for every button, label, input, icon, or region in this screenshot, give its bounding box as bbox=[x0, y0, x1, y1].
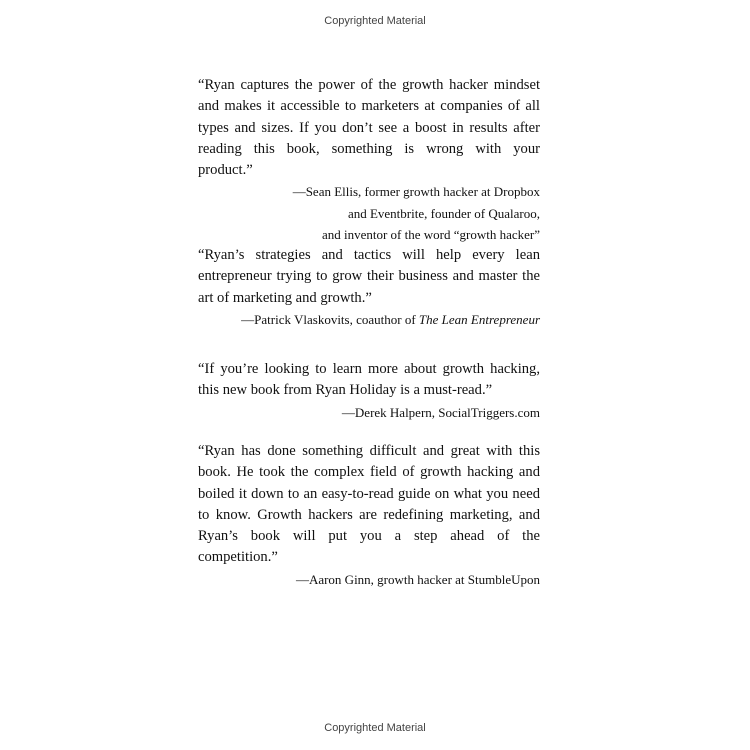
blurb-derek-halpern bbox=[198, 359, 540, 423]
blurb-quote: “Ryan’s strategies and tactics will help every lean entrepreneur trying to grow their business and master the art of marketing and growth.” bbox=[198, 247, 540, 306]
attribution-line bbox=[198, 309, 540, 330]
copyright-footer: Copyrighted Material bbox=[324, 722, 426, 734]
book-title: The Lean Entrepreneur bbox=[418, 311, 540, 327]
blurb-attribution bbox=[198, 309, 540, 330]
copyright-header: Copyrighted Material bbox=[324, 15, 426, 27]
attribution-line: —Sean Ellis, former growth hacker at Dropbox bbox=[292, 184, 540, 200]
blurb-aaron-ginn bbox=[198, 441, 540, 590]
blurb-attribution bbox=[198, 402, 540, 423]
attribution-text: —Patrick Vlaskovits, coauthor of bbox=[241, 311, 419, 327]
blurb-attribution bbox=[198, 181, 540, 245]
blurb-quote: “If you’re looking to learn more about growth hacking, this new book from Ryan Holiday is a must-read.” bbox=[198, 361, 540, 399]
blurb-sean-ellis bbox=[198, 75, 540, 245]
attribution-line: —Derek Halpern, SocialTriggers.com bbox=[341, 404, 540, 420]
attribution-line: and Eventbrite, founder of Qualaroo, bbox=[347, 205, 540, 221]
blurb-patrick-vlaskovits bbox=[198, 245, 540, 330]
blurb-quote: “Ryan captures the power of the growth hacker mindset and makes it accessible to marketers at companies of all types and sizes. If you don’t see a boost in results after reading this book, something is wrong with your product.” bbox=[198, 77, 540, 179]
blurb-attribution bbox=[198, 569, 540, 590]
blurb-quote: “Ryan has done something difficult and great with this book. He took the complex field of growth hacking and boiled it down to an easy-to-read guide on what you need to know. Growth hackers are redefining marketing, and Ryan’s book will put you a step ahead of the competition.” bbox=[198, 443, 540, 566]
attribution-line: and inventor of the word “growth hacker” bbox=[321, 227, 540, 243]
attribution-line: —Aaron Ginn, growth hacker at StumbleUpon bbox=[295, 571, 540, 587]
